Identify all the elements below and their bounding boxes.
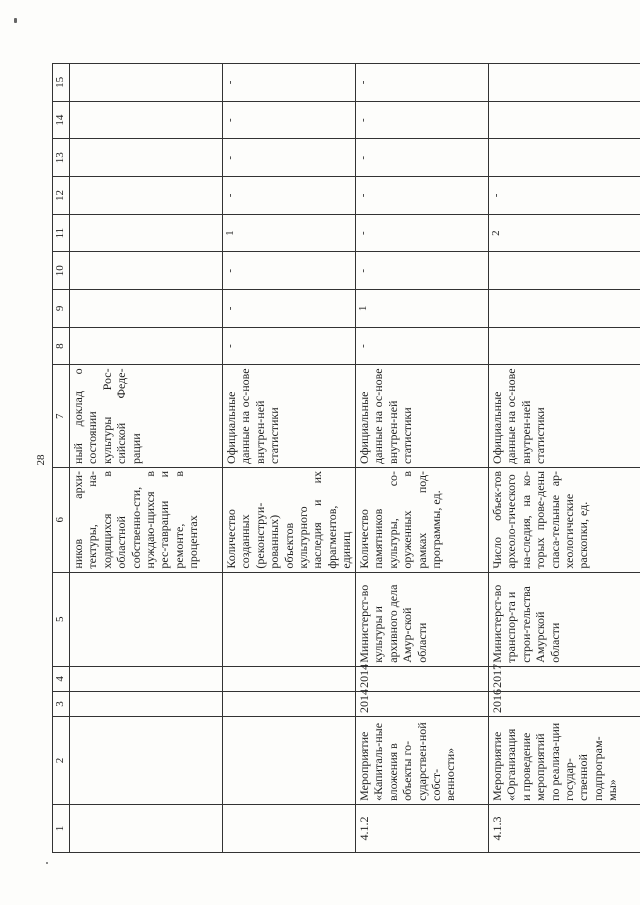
value-cell — [223, 290, 356, 328]
row-number-cell: 4.1.2 — [356, 804, 489, 852]
value-mark: - — [224, 268, 236, 273]
executor-cell — [70, 572, 223, 666]
table-row — [489, 64, 640, 853]
value-mark: - — [224, 118, 236, 122]
value-mark: 1 — [357, 305, 369, 312]
end-year-cell — [70, 666, 223, 691]
executor-cell: Министерст-во транспор-та и строи-тельства Амурской области — [489, 572, 640, 666]
value-mark: - — [357, 193, 369, 198]
table-row — [70, 64, 223, 853]
rotated-table-wrapper — [52, 63, 640, 853]
value-cell — [489, 252, 640, 290]
column-number: 7 — [53, 365, 70, 468]
measure-name-cell: Мероприятие «Капиталь-ные вложения в объекты го-сударствен-ной собст-венности» — [356, 716, 489, 804]
end-year-cell: 2017 — [489, 666, 640, 691]
page-number: 28 — [35, 454, 47, 466]
column-number: 4 — [53, 666, 70, 691]
value-mark: 1 — [224, 230, 236, 236]
value-cell — [223, 177, 356, 215]
value-cell — [489, 214, 640, 252]
value-mark: - — [357, 155, 369, 160]
end-year-cell — [223, 666, 356, 691]
column-number: 9 — [53, 290, 70, 328]
value-cell — [489, 101, 640, 139]
row-number-cell — [223, 804, 356, 852]
value-mark: - — [224, 344, 236, 348]
value-cell — [356, 214, 489, 252]
scan-speck — [46, 862, 48, 864]
measure-name-cell — [223, 716, 356, 804]
table-row — [223, 64, 356, 853]
value-cell — [356, 64, 489, 102]
value-cell — [356, 177, 489, 215]
value-mark: - — [357, 344, 369, 348]
source-cell: Официальные данные на ос-нове внутрен-ней статистики — [489, 365, 640, 468]
value-cell — [70, 290, 223, 328]
start-year-cell: 2014 — [356, 691, 489, 716]
value-cell — [223, 327, 356, 365]
source-cell: ный доклад о состоянии культуры Рос-сийской Феде-рации — [70, 365, 223, 468]
end-year-cell: 2014 — [356, 666, 489, 691]
value-cell — [356, 327, 489, 365]
value-cell — [70, 177, 223, 215]
value-cell — [223, 64, 356, 102]
column-number: 14 — [53, 101, 70, 139]
value-cell — [223, 214, 356, 252]
value-mark: - — [357, 118, 369, 122]
value-cell — [489, 290, 640, 328]
value-mark: - — [490, 193, 502, 198]
start-year-cell — [223, 691, 356, 716]
value-cell — [70, 252, 223, 290]
value-mark: - — [224, 193, 236, 198]
start-year-cell — [70, 691, 223, 716]
source-cell: Официальные данные на ос-нове внутрен-ней статистики — [223, 365, 356, 468]
value-cell — [70, 64, 223, 102]
value-cell — [70, 214, 223, 252]
value-cell — [489, 177, 640, 215]
value-cell — [489, 327, 640, 365]
column-number: 6 — [53, 467, 70, 572]
value-cell — [489, 64, 640, 102]
column-number: 15 — [53, 64, 70, 102]
executor-cell — [223, 572, 356, 666]
column-number: 2 — [53, 716, 70, 804]
value-mark: 2 — [490, 230, 502, 236]
scan-speck — [14, 18, 17, 23]
measure-name-cell — [70, 716, 223, 804]
value-cell — [356, 139, 489, 177]
executor-cell: Министерст-во культуры и архивного дела Амур-ской области — [356, 572, 489, 666]
value-mark: - — [224, 80, 236, 85]
value-cell — [223, 252, 356, 290]
table-header-row — [53, 64, 70, 853]
value-cell — [223, 139, 356, 177]
column-number: 13 — [53, 139, 70, 177]
value-cell — [356, 101, 489, 139]
value-mark: - — [224, 155, 236, 160]
value-cell — [356, 290, 489, 328]
value-mark: - — [357, 268, 369, 273]
value-mark: - — [224, 306, 236, 311]
column-number: 12 — [53, 177, 70, 215]
value-cell — [489, 139, 640, 177]
start-year-cell: 2016 — [489, 691, 640, 716]
column-number: 10 — [53, 252, 70, 290]
value-mark: - — [357, 80, 369, 85]
measure-name-cell: Мероприятие «Организация и проведение мероприятий по реализа-ции государ-ственной подпрограм-мы» — [489, 716, 640, 804]
value-cell — [70, 101, 223, 139]
column-number: 3 — [53, 691, 70, 716]
row-number-cell: 4.1.3 — [489, 804, 640, 852]
column-number: 8 — [53, 327, 70, 365]
table-row — [356, 64, 489, 853]
column-number: 5 — [53, 572, 70, 666]
indicator-table — [52, 63, 640, 853]
value-cell — [70, 139, 223, 177]
column-number: 11 — [53, 214, 70, 252]
value-cell — [356, 252, 489, 290]
indicator-cell: Количество созданных (реконструи-рованных) объектов культурного наследия и их фрагментов, единиц — [223, 467, 356, 572]
value-cell — [223, 101, 356, 139]
indicator-cell: Количество памятников культуры, со-оруженных в рамках под-программы, ед. — [356, 467, 489, 572]
indicator-cell: Число объек-тов археоло-гического на-следия, на ко-торых прове-дены спаса-тельные ар-хеологические раскопки, ед. — [489, 467, 640, 572]
indicator-cell: ников архи-тектуры, на-ходящихся в областной собственно-сти, нуждаю-щихся в рес-таврации и ремонте, в процентах — [70, 467, 223, 572]
column-number: 1 — [53, 804, 70, 852]
source-cell: Официальные данные на ос-нове внутрен-ней статистики — [356, 365, 489, 468]
row-number-cell — [70, 804, 223, 852]
value-mark: - — [357, 231, 369, 235]
value-cell — [70, 327, 223, 365]
